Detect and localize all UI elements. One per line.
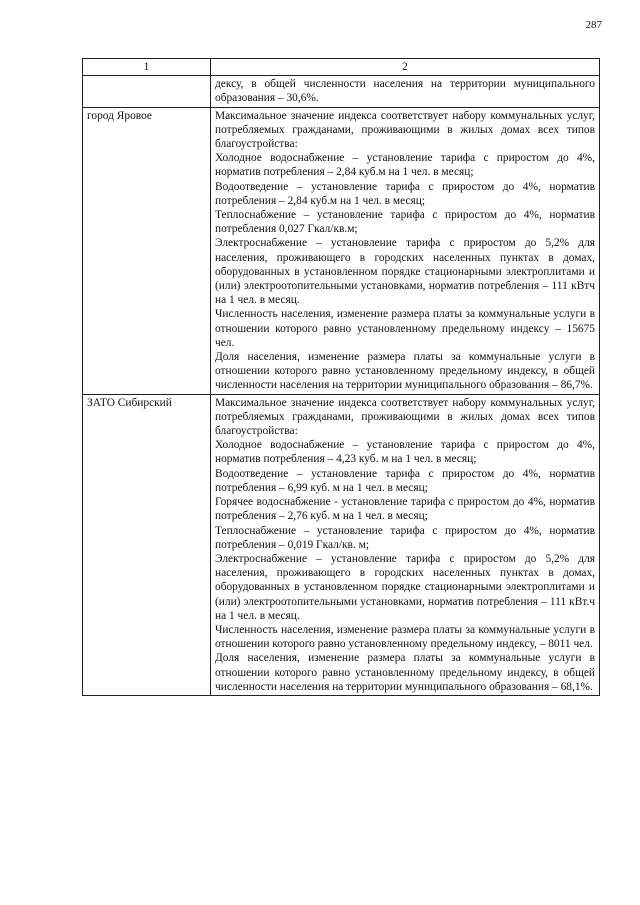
municipality-name: город Яровое <box>83 107 211 394</box>
description-cell <box>211 394 600 695</box>
header-row <box>83 59 600 76</box>
column-header-1: 1 <box>83 59 211 76</box>
paragraph: Электроснабжение – установление тарифа с приростом до 5,2% для населения, проживающего в городских населенных пунктах в домах, оборудованных в установленном порядке стационарными электроплитами и (или) электроотопительными установками, норматив потребления – 111 кВт.ч на 1 чел. в месяц. <box>215 552 595 622</box>
paragraph: Доля населения, изменение размера платы за коммунальные услуги в отношении которого равно установленному предельному индексу, в общей численности населения на территории муниципального образования – 68,1%. <box>215 652 595 693</box>
table-row-yarovoe <box>83 107 600 394</box>
paragraph: Горячее водоснабжение - установление тарифа с приростом до 4%, норматив потребления – 2,76 куб. м на 1 чел. в месяц; <box>215 496 595 523</box>
paragraph: Электроснабжение – установление тарифа с приростом до 5,2% для населения, проживающего в городских населенных пунктах в домах, оборудованных в установленном порядке стационарными электроплитами и (или) электроотопительными установками, норматив потребления – 111 кВтч на 1 чел. в месяц. <box>215 237 595 307</box>
municipality-tariff-table <box>82 58 600 696</box>
paragraph: Холодное водоснабжение – установление тарифа с приростом до 4%, норматив потребления – 2,84 куб.м на 1 чел. в месяц; <box>215 152 595 179</box>
page-number: 287 <box>585 19 602 31</box>
paragraph: Водоотведение – установление тарифа с приростом до 4%, норматив потребления – 6,99 куб. м на 1 чел. в месяц; <box>215 467 595 494</box>
paragraph: Максимальное значение индекса соответствует набору коммунальных услуг, потребляемых гражданами, проживающими в жилых домах всех типов благоустройства: <box>215 396 595 438</box>
paragraph: Теплоснабжение – установление тарифа с приростом до 4%, норматив потребления 0,027 Гкал/кв.м; <box>215 209 595 236</box>
paragraph: Численность населения, изменение размера платы за коммунальные услуги в отношении которого равно установленному предельному индексу – 15675 чел. <box>215 308 595 349</box>
column-header-2: 2 <box>211 59 600 76</box>
paragraph: Численность населения, изменение размера платы за коммунальные услуги в отношении которого равно установленному предельному индексу, – 8011 чел. <box>215 623 595 651</box>
description-cell <box>211 107 600 394</box>
description-cell <box>211 76 600 107</box>
paragraph: Водоотведение – установление тарифа с приростом до 4%, норматив потребления – 2,84 куб.м на 1 чел. в месяц; <box>215 180 595 207</box>
paragraph: дексу, в общей численности населения на территории муниципального образования – 30,6%. <box>215 78 595 105</box>
paragraph: Максимальное значение индекса соответствует набору коммунальных услуг, потребляемых гражданами, проживающими в жилых домах всех типов благоустройства: <box>215 109 595 151</box>
paragraph: Теплоснабжение – установление тарифа с приростом до 4%, норматив потребления – 0,019 Гкал/кв. м; <box>215 524 595 551</box>
paragraph: Холодное водоснабжение – установление тарифа с приростом до 4%, норматив потребления – 4,23 куб. м на 1 чел. в месяц; <box>215 439 595 466</box>
municipality-name <box>83 76 211 107</box>
table-row-zato-sibirsky <box>83 394 600 695</box>
table-row-continuation <box>83 76 600 107</box>
paragraph: Доля населения, изменение размера платы за коммунальные услуги в отношении которого равно установленному предельному индексу, в общей численности населения на территории муниципального образования – 86,7%. <box>215 351 595 392</box>
municipality-name: ЗАТО Сибирский <box>83 394 211 695</box>
